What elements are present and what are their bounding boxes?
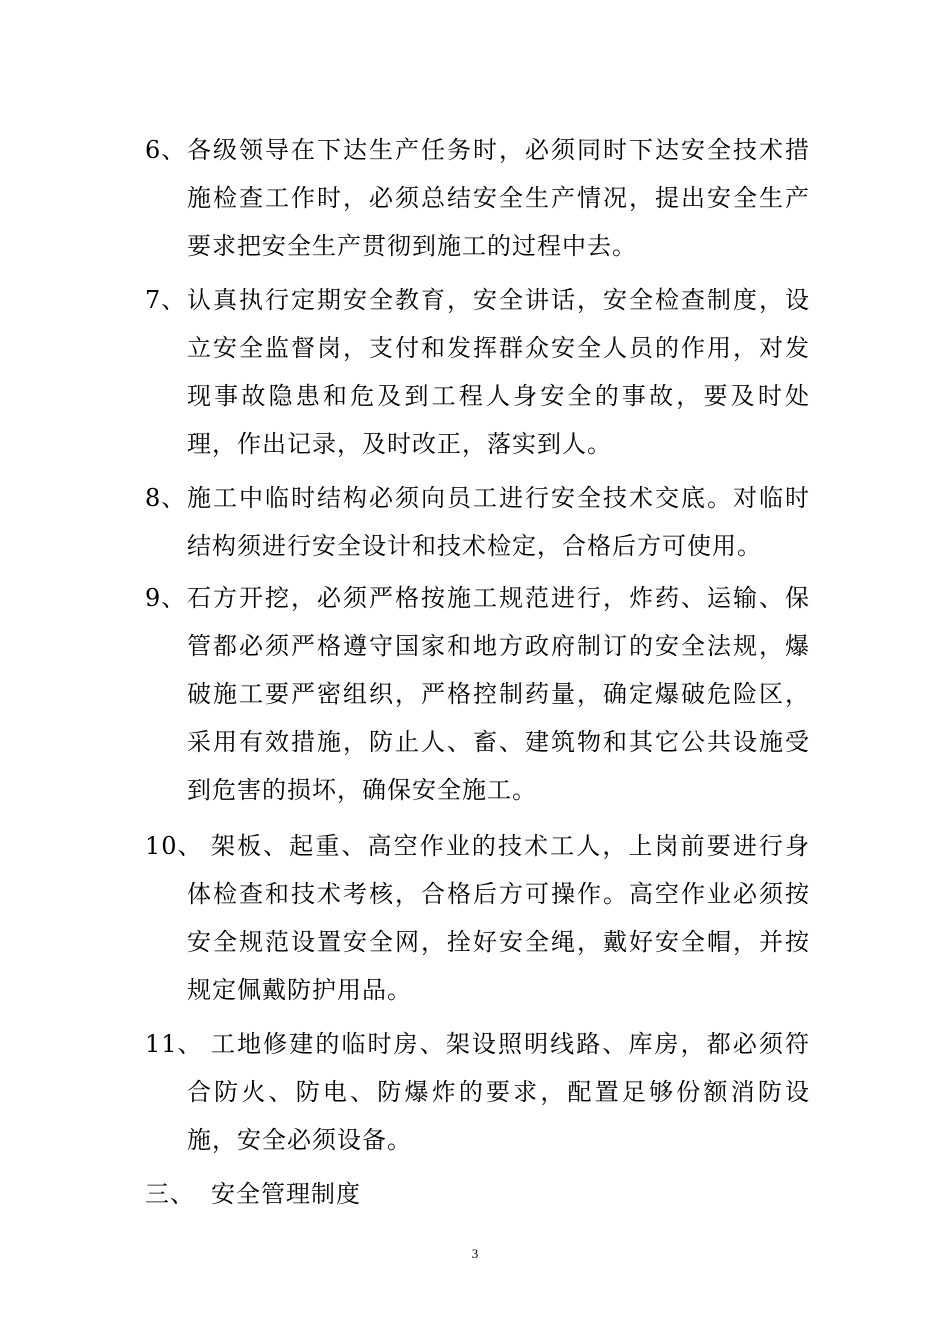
section-heading <box>145 1170 361 1218</box>
item-text: 施工中临时结构必须向员工进行安全技术交底。对临时结构须进行安全设计和技术检定，合格后方可使用。 <box>187 484 810 560</box>
list-item <box>145 126 810 270</box>
item-text: 工地修建的临时房、架设照明线路、库房，都必须符合防火、防电、防爆炸的要求，配置足够份额消防设施，安全必须设备。 <box>187 1030 810 1154</box>
item-number: 9、 <box>145 584 187 612</box>
section-title: 安全管理制度 <box>211 1180 361 1208</box>
item-number: 7、 <box>145 286 187 314</box>
item-text: 认真执行定期安全教育，安全讲话，安全检查制度，设立安全监督岗，支付和发挥群众安全人员的作用，对发现事故隐患和危及到工程人身安全的事故，要及时处理，作出记录，及时改正，落实到人。 <box>187 286 810 458</box>
list-item <box>145 574 810 814</box>
item-text: 架板、起重、高空作业的技术工人，上岗前要进行身体检查和技术考核，合格后方可操作。高空作业必须按安全规范设置安全网，拴好安全绳，戴好安全帽，并按规定佩戴防护用品。 <box>187 832 810 1004</box>
item-number: 6、 <box>145 136 187 164</box>
item-number: 8、 <box>145 484 187 512</box>
item-number: 11、 <box>145 1030 203 1058</box>
list-item <box>145 474 810 570</box>
section-number: 三、 <box>145 1180 195 1208</box>
item-text: 各级领导在下达生产任务时，必须同时下达安全技术措施检查工作时，必须总结安全生产情况，提出安全生产要求把安全生产贯彻到施工的过程中去。 <box>187 136 810 260</box>
list-item <box>145 1020 810 1164</box>
item-text: 石方开挖，必须严格按施工规范进行，炸药、运输、保管都必须严格遵守国家和地方政府制订的安全法规，爆破施工要严密组织，严格控制药量，确定爆破危险区，采用有效措施，防止人、畜、建筑物和其它公共设施受到危害的损坏，确保安全施工。 <box>187 584 810 804</box>
item-number: 10、 <box>145 832 203 860</box>
list-item <box>145 822 810 1014</box>
list-item <box>145 276 810 468</box>
page-number: 3 <box>471 1246 479 1261</box>
